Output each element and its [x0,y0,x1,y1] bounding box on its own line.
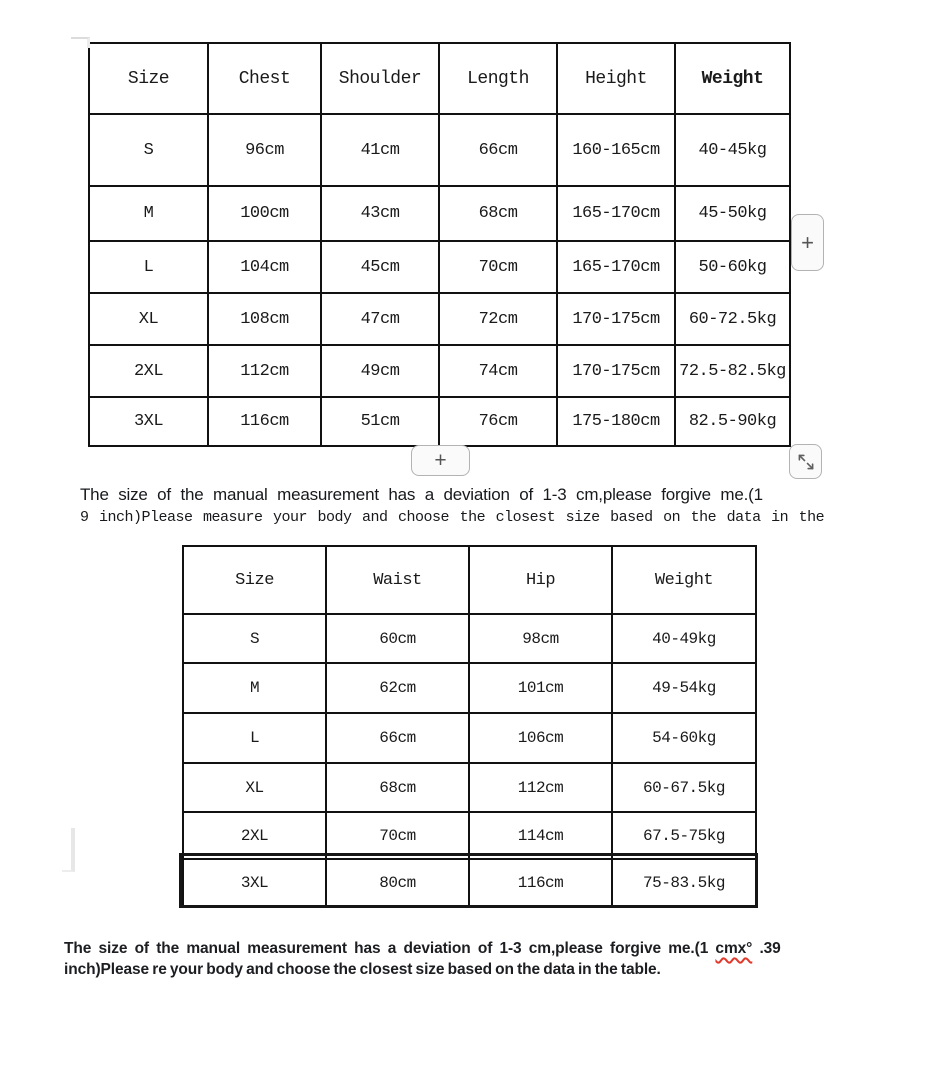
misspelled-word: cmx° [715,940,753,957]
table-cell: 82.5-90kg [676,398,791,447]
table-cell: S [184,615,327,664]
table-cell: 66cm [440,115,558,187]
expand-arrows-icon [795,451,817,473]
table-cell: 104cm [209,242,322,294]
table-cell: 60cm [327,615,470,664]
table-cell: 175-180cm [558,398,676,447]
table-cell: L [184,714,327,764]
table-cell: 49cm [322,346,440,398]
table-cell: 116cm [209,398,322,447]
table-cell: 75-83.5kg [613,860,757,907]
table-cell: 2XL [90,346,209,398]
table-cell: 68cm [440,187,558,242]
table-cell: 41cm [322,115,440,187]
header-cell: Hip [470,547,613,615]
table-cell: S [90,115,209,187]
table-cell: 170-175cm [558,346,676,398]
note-text-segment: The size of the manual measurement has a deviation of 1-3 cm,please forgive me.(1 [64,940,716,957]
table-cell: M [90,187,209,242]
note-text-segment: .39 [752,940,781,957]
table-cell: 70cm [327,813,470,860]
table-cell: 101cm [470,664,613,714]
size-chart-table-top [88,42,791,447]
table-cell: 47cm [322,294,440,346]
add-button-right[interactable]: + [791,214,824,271]
table-cell: L [90,242,209,294]
table-cell: M [184,664,327,714]
measurement-note-middle-line1: The size of the manual measurement has a deviation of 1-3 cm,please forgive me.(1 [80,485,763,504]
table-cell: 76cm [440,398,558,447]
table-cell: 60-72.5kg [676,294,791,346]
header-cell: Chest [209,44,322,115]
table-cell: 112cm [209,346,322,398]
table-cell: 50-60kg [676,242,791,294]
header-cell: Waist [327,547,470,615]
table-cell: 106cm [470,714,613,764]
table-cell: 51cm [322,398,440,447]
table-cell: 68cm [327,764,470,813]
table-cell: 170-175cm [558,294,676,346]
table-cell: 98cm [470,615,613,664]
table-cell: 40-45kg [676,115,791,187]
table-cell: 49-54kg [613,664,757,714]
table-cell: 108cm [209,294,322,346]
table-cell: 45-50kg [676,187,791,242]
table-cell: 70cm [440,242,558,294]
table-cell: 3XL [184,860,327,907]
header-cell: Size [90,44,209,115]
table-cell: 60-67.5kg [613,764,757,813]
header-cell: Length [440,44,558,115]
header-cell: Shoulder [322,44,440,115]
stray-corner-mark [71,37,90,48]
table-cell: 40-49kg [613,615,757,664]
measurement-note-bottom-line1 [64,940,874,958]
table-cell: 43cm [322,187,440,242]
header-cell: Weight [613,547,757,615]
table-cell: 66cm [327,714,470,764]
table-cell: 114cm [470,813,613,860]
table-cell: 72.5-82.5kg [676,346,791,398]
header-cell: Weight [676,44,791,115]
table-cell: 165-170cm [558,187,676,242]
header-cell: Height [558,44,676,115]
measurement-note-bottom [64,940,874,979]
stray-bracket-mark [62,828,75,872]
table-cell: 96cm [209,115,322,187]
table-cell: 116cm [470,860,613,907]
measurement-note-middle-line2: 9 inch)Please measure your body and choose the closest size based on the data in the [80,509,825,526]
table-cell: 3XL [90,398,209,447]
resize-expand-icon[interactable] [789,444,822,479]
table-cell: 100cm [209,187,322,242]
table-cell: 72cm [440,294,558,346]
table-cell: 160-165cm [558,115,676,187]
measurement-note-bottom-line2: inch)Please re your body and choose the closest size based on the data in the table. [64,961,661,978]
table-cell: 80cm [327,860,470,907]
table-cell: 74cm [440,346,558,398]
table-cell: 112cm [470,764,613,813]
table-cell: XL [90,294,209,346]
table-cell: 165-170cm [558,242,676,294]
table-cell: 54-60kg [613,714,757,764]
add-button-bottom[interactable]: + [411,445,470,476]
size-chart-table-bottom [182,545,757,907]
table-cell: 2XL [184,813,327,860]
header-cell: Size [184,547,327,615]
table-cell: XL [184,764,327,813]
table-cell: 67.5-75kg [613,813,757,860]
table-cell: 45cm [322,242,440,294]
measurement-note-middle [80,485,880,526]
table-cell: 62cm [327,664,470,714]
